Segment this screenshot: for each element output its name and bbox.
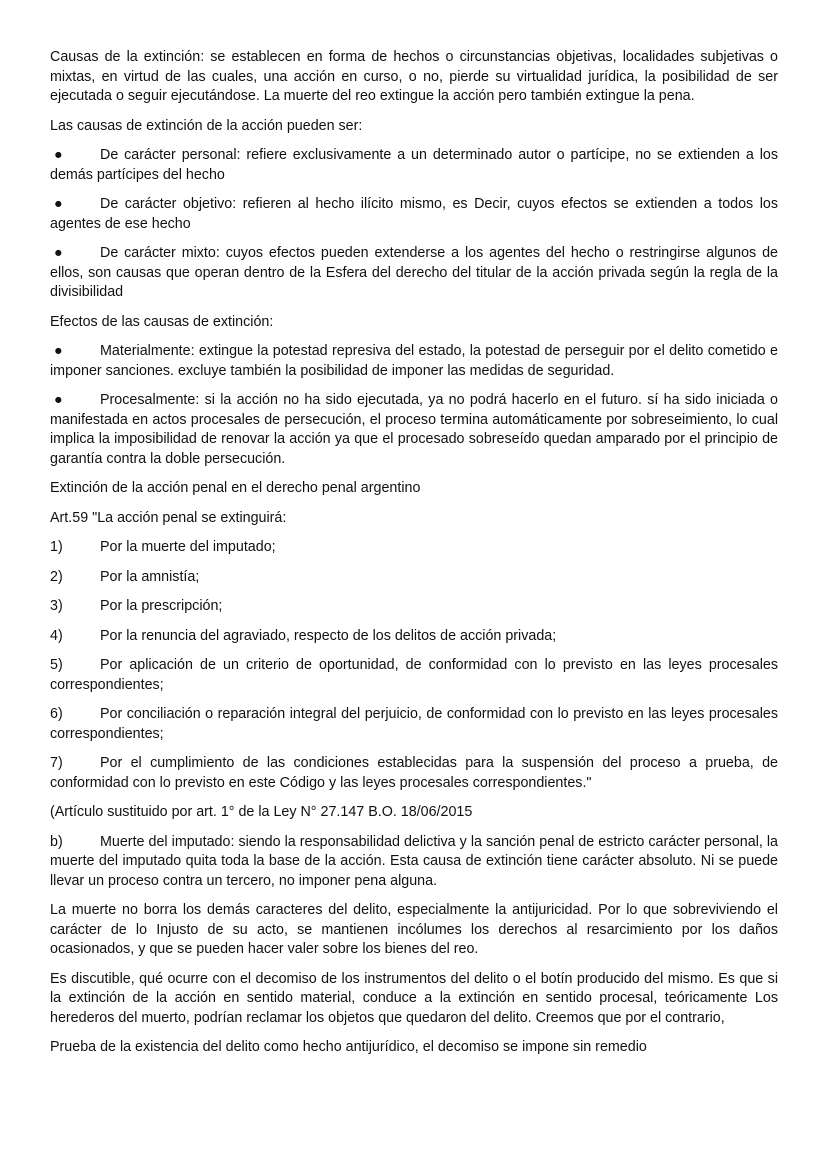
article-item-7 (50, 754, 778, 793)
list-item-material (50, 342, 778, 381)
list-item-text: De carácter personal: refiere exclusivamente a un determinado autor o partícipe, no se extienden a los demás partícipes del hecho (50, 147, 778, 183)
article-item-3 (50, 597, 778, 617)
list-item-procesal (50, 391, 778, 469)
body-paragraph: La muerte no borra los demás caracteres del delito, especialmente la antijuricidad. Por lo que sobreviviendo el carácter de lo Injusto de su acto, se mantienen incólumes los derechos al resarcimiento por los daños ocasionados, y que se pueden hacer valer sobre los bienes del reo. (50, 902, 778, 957)
list-item-text: De carácter mixto: cuyos efectos pueden extenderse a los agentes del hecho o restringirse algunos de ellos, son causas que operan dentro de la Esfera del derecho del titular de la acción privada según la regla de la divisibilidad (50, 245, 778, 300)
item-text: Por conciliación o reparación integral del perjuicio, de conformidad con lo previsto en las leyes procesales correspondientes; (50, 706, 778, 742)
item-number: 5) (50, 657, 63, 673)
list-item-personal (50, 146, 778, 185)
list-item-text: Procesalmente: si la acción no ha sido ejecutada, ya no podrá hacerlo en el futuro. sí ha sido iniciada o manifestada en actos procesales de persecución, el proceso termina automáticamente por sobreseimiento, lo cual implica la imposibilidad de renovar la acción ya que el procesado sobreseído quedan amparado por el principio de garantía contra la doble persecución. (50, 392, 778, 467)
section-heading: Extinción de la acción penal en el derecho penal argentino (50, 480, 421, 496)
item-number: 6) (50, 706, 63, 722)
item-number: 3) (50, 598, 63, 614)
item-text: Por la muerte del imputado; (100, 539, 276, 555)
list-item-mixto (50, 244, 778, 303)
body-paragraph: Es discutible, qué ocurre con el decomiso de los instrumentos del delito o el botín producido del mismo. Es que si la extinción de la acción en sentido material, conduce a la extinción en sentido procesal, teóricamente Los herederos del muerto, podrían reclamar los objetos que quedaron del delito. Creemos que por el contrario, (50, 970, 778, 1026)
list-item-text: Materialmente: extingue la potestad represiva del estado, la potestad de perseguir por el delito cometido e imponer sanciones. excluye también la posibilidad de imponer las medidas de seguridad. (50, 343, 778, 379)
article-heading: Art.59 "La acción penal se extinguirá: (50, 509, 287, 526)
body-paragraph: Prueba de la existencia del delito como hecho antijurídico, el decomiso se impone sin remedio (50, 1039, 647, 1055)
intro-paragraph: Causas de la extinción: se establecen en forma de hechos o circunstancias objetivas, localidades subjetivas o mixtas, en virtud de las cuales, una acción en curso, o no, pierde su virtualidad jurídica, la posibilidad de ser ejecutada o seguir ejecutándose. La muerte del reo extingue la acción pero también extingue la pena. (50, 49, 778, 104)
article-item-2 (50, 568, 778, 588)
bullet-marker: ● (54, 245, 63, 261)
item-number: 4) (50, 627, 63, 644)
item-text: Por aplicación de un criterio de oportunidad, de conformidad con lo previsto en las leyes procesales correspondientes; (50, 657, 778, 693)
bullet-marker: ● (54, 147, 63, 163)
list-item-text: De carácter objetivo: refieren al hecho ilícito mismo, es Decir, cuyos efectos se extienden a todos los agentes de ese hecho (50, 196, 778, 232)
item-number: 1) (50, 539, 63, 555)
item-text: Por la amnistía; (100, 568, 200, 585)
article-item-5 (50, 656, 778, 695)
list-item-objetivo (50, 195, 778, 234)
item-text: Por la renuncia del agraviado, respecto de los delitos de acción privada; (100, 627, 557, 644)
item-b (50, 833, 778, 892)
article-item-4 (50, 627, 778, 647)
types-heading: Las causas de extinción de la acción pueden ser: (50, 117, 363, 134)
bullet-marker: ● (54, 343, 63, 359)
effects-heading: Efectos de las causas de extinción: (50, 313, 274, 330)
bullet-marker: ● (54, 392, 63, 408)
item-number: 7) (50, 755, 63, 771)
article-item-6 (50, 705, 778, 744)
item-text: Por el cumplimiento de las condiciones establecidas para la suspensión del proceso a prueba, de conformidad con lo previsto en este Código y las leyes procesales correspondientes." (50, 755, 778, 791)
item-text: Por la prescripción; (100, 598, 223, 614)
item-number: 2) (50, 568, 63, 585)
article-note: (Artículo sustituido por art. 1° de la Ley N° 27.147 B.O. 18/06/2015 (50, 804, 473, 820)
item-number: b) (50, 833, 63, 850)
item-text: Muerte del imputado: siendo la responsabilidad delictiva y la sanción penal de estricto carácter personal, la muerte del imputado quita toda la base de la acción. Esta causa de extinción tiene carácter absoluto. Ni se puede llevar un proceso contra un tercero, no imponer pena alguna. (50, 833, 778, 889)
article-item-1 (50, 538, 778, 558)
bullet-marker: ● (54, 196, 63, 212)
